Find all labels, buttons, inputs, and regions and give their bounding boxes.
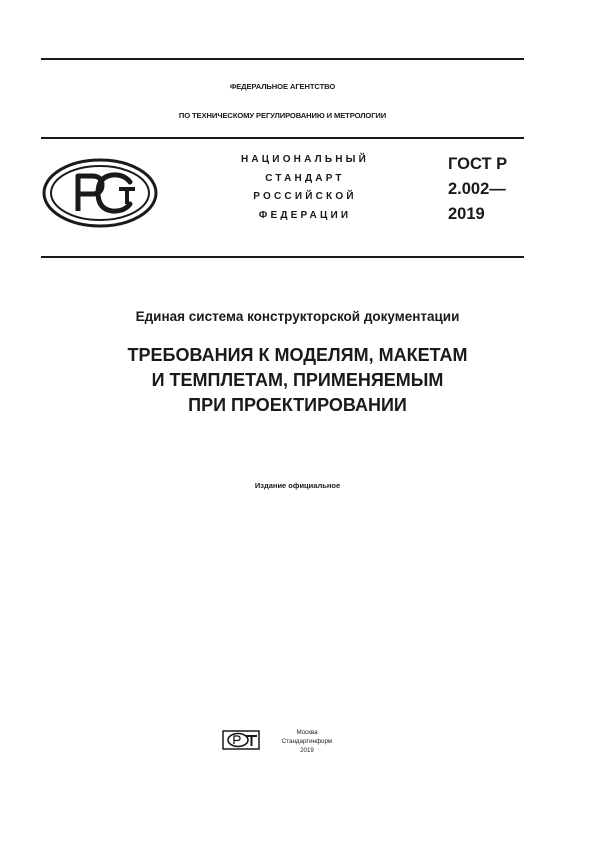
national-line-4: ФЕДЕРАЦИИ — [258, 209, 352, 221]
national-line-1: НАЦИОНАЛЬНЫЙ — [240, 154, 370, 165]
title-line-1: ТРЕБОВАНИЯ К МОДЕЛЯМ, МАКЕТАМ — [127, 345, 468, 365]
title-line-3: ПРИ ПРОЕКТИРОВАНИИ — [188, 395, 407, 415]
publisher-city: Москва — [296, 729, 318, 736]
publisher-name: Стандартинформ — [281, 738, 333, 745]
national-line-2: СТАНДАРТ — [265, 172, 345, 184]
gost-line-1: ГОСТ Р — [448, 155, 508, 173]
document-series-title: Единая система конструкторской документации — [135, 309, 460, 324]
header-rule — [41, 137, 524, 139]
rst-certification-mark-icon — [42, 158, 158, 228]
agency-line-1: ФЕДЕРАЛЬНОЕ АГЕНТСТВО — [229, 82, 336, 91]
national-standard-label — [200, 151, 410, 225]
edition-label: Издание официальное — [254, 481, 341, 490]
gost-line-2: 2.002— — [448, 180, 506, 198]
gost-designation — [448, 152, 507, 227]
agency-line-2: ПО ТЕХНИЧЕСКОМУ РЕГУЛИРОВАНИЮ И МЕТРОЛОГИИ — [178, 111, 387, 120]
standard-block-rule — [41, 256, 524, 258]
national-line-3: РОССИЙСКОЙ — [253, 191, 357, 202]
top-rule — [41, 58, 524, 60]
standartinform-logo-icon — [222, 730, 260, 750]
publication-year: 2019 — [300, 747, 314, 754]
title-line-2: И ТЕМПЛЕТАМ, ПРИМЕНЯЕМЫМ — [151, 370, 444, 390]
gost-line-3: 2019 — [448, 205, 485, 223]
document-title — [0, 343, 595, 418]
publisher-info — [262, 728, 352, 755]
